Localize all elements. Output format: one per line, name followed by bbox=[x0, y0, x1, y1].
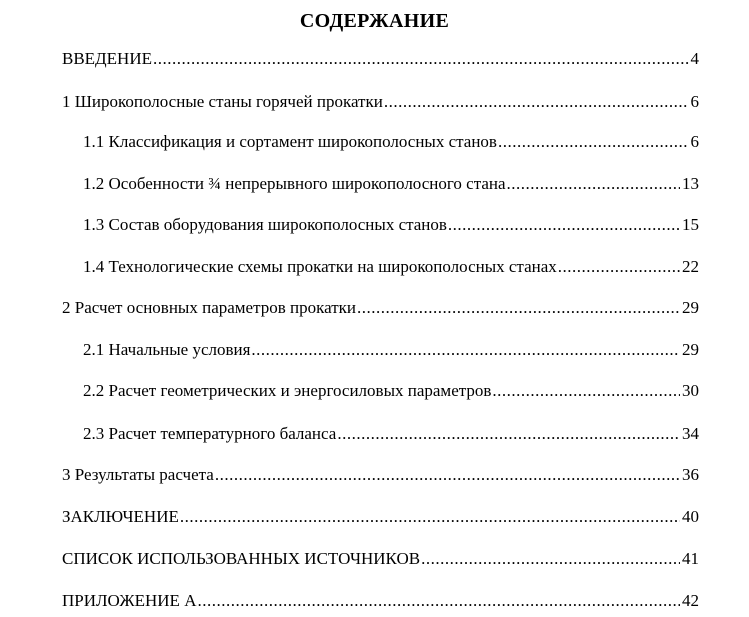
toc-entry-label: ВВЕДЕНИЕ bbox=[62, 49, 152, 68]
toc-entry-page: 30 bbox=[682, 381, 699, 400]
toc-leader-dots bbox=[153, 48, 689, 70]
toc-entry-section-1-1[interactable] bbox=[83, 131, 699, 153]
toc-entry-label: 1.4 Технологические схемы прокатки на широкополосных станах bbox=[83, 257, 557, 276]
toc-leader-dots bbox=[558, 256, 680, 278]
toc-leader-dots bbox=[197, 590, 680, 612]
toc-entry-label: ЗАКЛЮЧЕНИЕ bbox=[62, 507, 179, 526]
toc-entry-chapter-3[interactable] bbox=[62, 464, 699, 486]
toc-entry-page: 6 bbox=[690, 132, 699, 151]
toc-entry-section-1-4[interactable] bbox=[83, 256, 699, 278]
toc-entry-page: 13 bbox=[682, 174, 699, 193]
toc-leader-dots bbox=[507, 173, 680, 195]
toc-entry-label: СПИСОК ИСПОЛЬЗОВАННЫХ ИСТОЧНИКОВ bbox=[62, 549, 421, 568]
toc-entry-label: 2.2 Расчет геометрических и энергосиловых параметров bbox=[83, 381, 492, 400]
toc-leader-dots bbox=[180, 506, 680, 528]
toc-leader-dots bbox=[498, 131, 689, 153]
toc-entry-page: 34 bbox=[682, 424, 699, 443]
toc-leader-dots bbox=[337, 423, 680, 445]
toc-entry-page: 22 bbox=[682, 257, 699, 276]
toc-leader-dots bbox=[215, 464, 680, 486]
toc-entry-label: 1.1 Классификация и сортамент широкополосных станов bbox=[83, 132, 497, 151]
toc-entry-page: 29 bbox=[682, 298, 699, 317]
toc-entry-appendix-a[interactable] bbox=[62, 590, 699, 612]
toc-leader-dots bbox=[492, 380, 680, 402]
toc-entry-section-2-1[interactable] bbox=[83, 339, 699, 361]
toc-entry-page: 42 bbox=[682, 591, 699, 610]
toc-entry-label: 2.3 Расчет температурного баланса bbox=[83, 424, 337, 443]
toc-entry-chapter-1[interactable] bbox=[62, 91, 699, 113]
toc-entry-page: 29 bbox=[682, 340, 699, 359]
toc-leader-dots bbox=[421, 548, 680, 570]
toc-entry-section-2-3[interactable] bbox=[83, 423, 699, 445]
toc-entry-label: 1 Широкополосные станы горячей прокатки bbox=[62, 92, 383, 111]
toc-entry-section-2-2[interactable] bbox=[83, 380, 699, 402]
toc-entry-page: 6 bbox=[690, 92, 699, 111]
toc-entry-page: 15 bbox=[682, 215, 699, 234]
toc-entry-label: 1.2 Особенности ¾ непрерывного широкополосного стана bbox=[83, 174, 506, 193]
toc-entry-references[interactable] bbox=[62, 548, 699, 570]
toc-entry-page: 40 bbox=[682, 507, 699, 526]
toc-entry-label: 1.3 Состав оборудования широкополосных станов bbox=[83, 215, 447, 234]
toc-entry-label: 2 Расчет основных параметров прокатки bbox=[62, 298, 356, 317]
toc-entry-conclusion[interactable] bbox=[62, 506, 699, 528]
toc-entry-chapter-2[interactable] bbox=[62, 297, 699, 319]
toc-entry-label: ПРИЛОЖЕНИЕ А bbox=[62, 591, 197, 610]
toc-entry-section-1-2[interactable] bbox=[83, 173, 699, 195]
toc-entry-introduction[interactable] bbox=[62, 48, 699, 70]
toc-title: СОДЕРЖАНИЕ bbox=[299, 10, 450, 32]
toc-entry-page: 4 bbox=[690, 49, 699, 68]
toc-entry-section-1-3[interactable] bbox=[83, 214, 699, 236]
toc-leader-dots bbox=[251, 339, 680, 361]
toc-entry-label: 3 Результаты расчета bbox=[62, 465, 214, 484]
toc-leader-dots bbox=[384, 91, 689, 113]
toc-entry-page: 36 bbox=[682, 465, 699, 484]
toc-leader-dots bbox=[448, 214, 680, 236]
toc-entry-page: 41 bbox=[682, 549, 699, 568]
toc-entry-label: 2.1 Начальные условия bbox=[83, 340, 251, 359]
toc-leader-dots bbox=[357, 297, 680, 319]
